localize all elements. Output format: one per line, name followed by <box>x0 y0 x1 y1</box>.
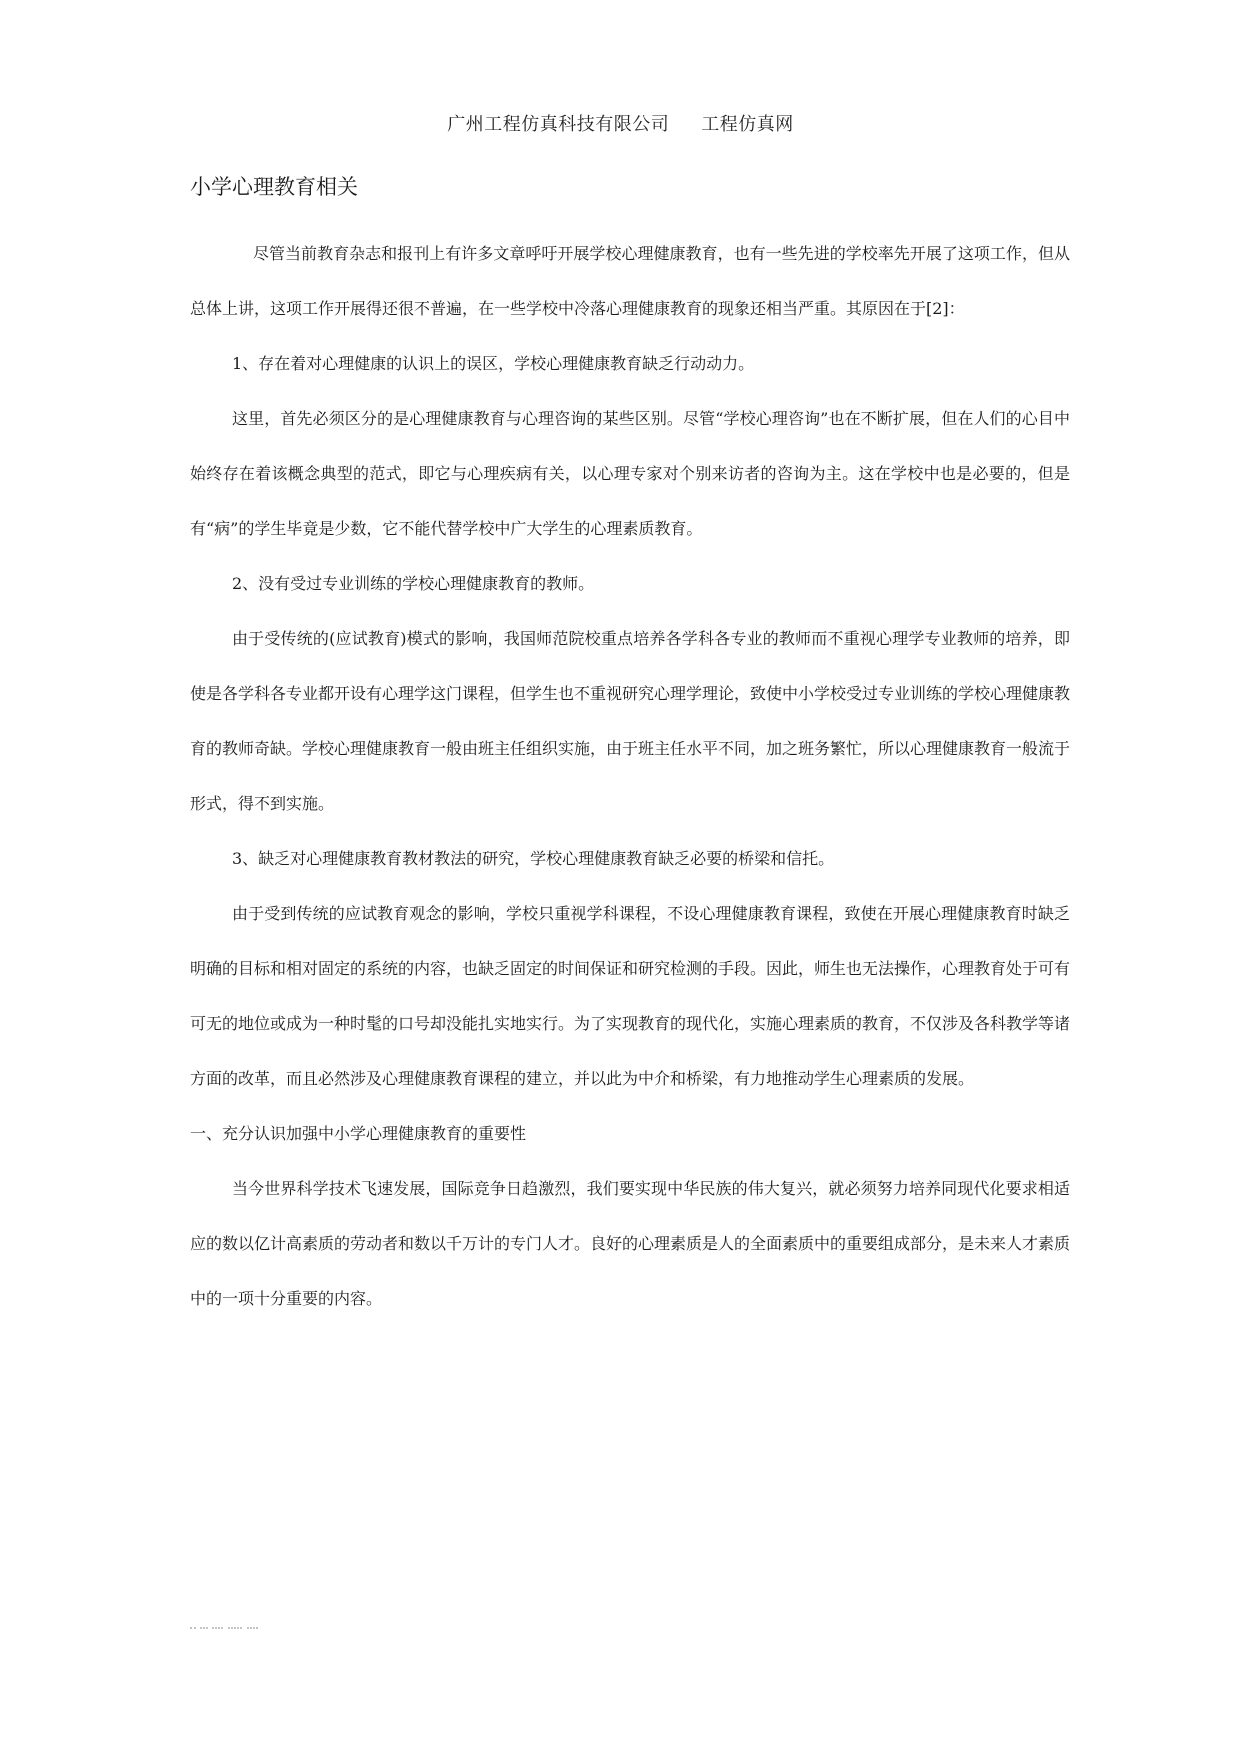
document-body <box>190 172 1070 1326</box>
paragraph: 由于受到传统的应试教育观念的影响，学校只重视学科课程，不设心理健康教育课程，致使在开展心理健康教育时缺乏明确的目标和相对固定的系统的内容，也缺乏固定的时间保证和研究检测的手段。因此，师生也无法操作，心理教育处于可有可无的地位或成为一种时髦的口号却没能扎实地实行。为了实现教育的现代化，实施心理素质的教育，不仅涉及各科教学等诸方面的改革，而且必然涉及心理健康教育课程的建立，并以此为中介和桥梁，有力地推动学生心理素质的发展。 <box>190 904 1071 1088</box>
numbered-item: 2、没有受过专业训练的学校心理健康教育的教师。 <box>232 574 595 593</box>
document-title: 小学心理教育相关 <box>190 175 358 199</box>
page-header <box>0 110 1241 136</box>
header-site: 工程仿真网 <box>701 114 794 135</box>
section-heading: 一、充分认识加强中小学心理健康教育的重要性 <box>190 1124 527 1143</box>
paragraph: 由于受传统的(应试教育)模式的影响，我国师范院校重点培养各学科各专业的教师而不重视心理学专业教师的培养，即使是各学科各专业都开设有心理学这门课程，但学生也不重视研究心理学理论，致使中小学校受过专业训练的学校心理健康教育的教师奇缺。学校心理健康教育一般由班主任组织实施，由于班主任水平不同，加之班务繁忙，所以心理健康教育一般流于形式，得不到实施。 <box>190 629 1071 813</box>
paragraph: 尽管当前教育杂志和报刊上有许多文章呼吁开展学校心理健康教育，也有一些先进的学校率先开展了这项工作，但从总体上讲，这项工作开展得还很不普遍，在一些学校中冷落心理健康教育的现象还相当严重。其原因在于[2]： <box>190 244 1070 318</box>
footer-dots-graphic <box>190 1625 280 1631</box>
footer-mark <box>190 1625 280 1633</box>
header-company: 广州工程仿真科技有限公司 <box>447 114 670 135</box>
paragraph: 这里，首先必须区分的是心理健康教育与心理咨询的某些区别。尽管“学校心理咨询”也在不断扩展，但在人们的心目中始终存在着该概念典型的范式，即它与心理疾病有关，以心理专家对个别来访者的咨询为主。这在学校中也是必要的，但是有“病”的学生毕竟是少数，它不能代替学校中广大学生的心理素质教育。 <box>190 409 1070 538</box>
paragraph: 当今世界科学技术飞速发展，国际竞争日趋激烈，我们要实现中华民族的伟大复兴，就必须努力培养同现代化要求相适应的数以亿计高素质的劳动者和数以千万计的专门人才。良好的心理素质是人的全面素质中的重要组成部分，是未来人才素质中的一项十分重要的内容。 <box>190 1179 1071 1308</box>
numbered-item: 1、存在着对心理健康的认识上的误区，学校心理健康教育缺乏行动动力。 <box>232 354 755 373</box>
numbered-item: 3、缺乏对心理健康教育教材教法的研究，学校心理健康教育缺乏必要的桥梁和信托。 <box>232 849 835 868</box>
